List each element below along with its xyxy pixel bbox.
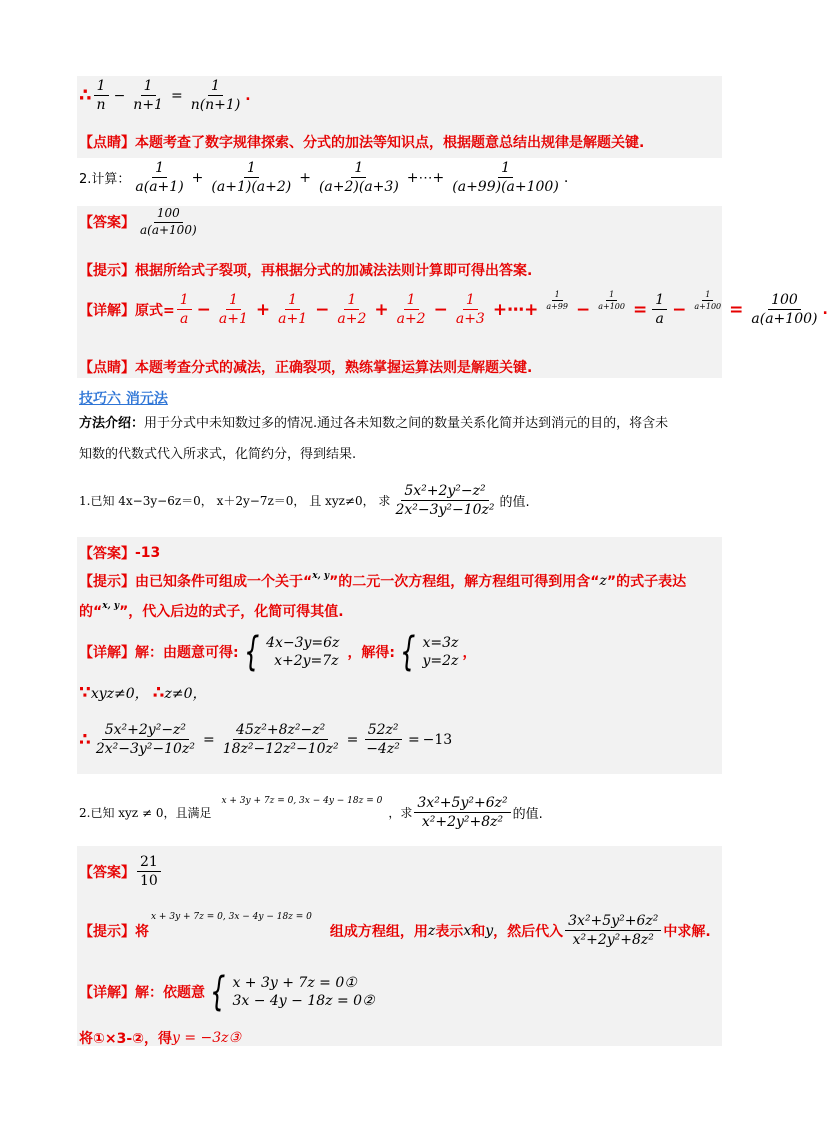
hint-var: y	[485, 922, 494, 939]
note-line-2	[79, 357, 532, 377]
fraction	[275, 292, 310, 327]
fraction	[137, 207, 200, 238]
fraction	[691, 290, 724, 311]
den: 18z²−12z²−10z²	[222, 741, 339, 758]
equation-system	[205, 969, 375, 1015]
fraction	[208, 160, 294, 195]
system-line: 3x − 4y − 18z = 0②	[232, 993, 375, 1009]
den: a+99	[546, 302, 568, 312]
therefore-symbol: ∴	[79, 729, 91, 750]
num: 3x²+5y²+6z²	[414, 795, 510, 813]
note-line-1	[79, 132, 644, 152]
num: 1	[606, 290, 617, 301]
num: 1	[285, 292, 300, 310]
num: 1	[552, 290, 563, 301]
fraction	[543, 290, 571, 311]
problem-prefix: 2.已知 xyz ≠ 0，且满足	[79, 806, 212, 821]
op: −	[315, 299, 330, 320]
detail-label: 【详解】	[79, 302, 135, 319]
num: 1	[226, 292, 241, 310]
hint-text: ”的式子表达	[606, 574, 687, 590]
num: 1	[177, 292, 192, 310]
because-text: xyz≠0，	[90, 686, 149, 702]
fraction	[132, 160, 186, 195]
answer-label: 【答案】	[79, 546, 135, 562]
system-line: y=2z	[422, 653, 459, 669]
detail-line-4	[79, 969, 375, 1015]
fraction	[220, 722, 342, 757]
fraction	[449, 160, 562, 195]
hint-text: ”，代入后边的式子，化简可得其值.	[119, 604, 344, 620]
op: +⋯+	[492, 299, 539, 320]
answer-line-4	[79, 854, 163, 889]
hint-label: 【提示】	[79, 263, 135, 279]
den: 10	[140, 873, 158, 890]
num: 1	[244, 160, 259, 178]
answer-label: 【答案】	[79, 215, 135, 232]
op: +	[374, 299, 389, 320]
num: 1	[404, 292, 419, 310]
because-symbol: ∵	[79, 683, 91, 703]
period: .	[822, 301, 828, 318]
num: 100	[154, 207, 183, 223]
system-line: x=3z	[422, 634, 459, 651]
den: a	[180, 311, 189, 328]
fraction	[334, 292, 369, 327]
detail-label: 【详解】	[79, 985, 135, 1001]
den: n(n+1)	[190, 97, 241, 114]
equation-system	[239, 629, 340, 675]
problem-mid: ，求	[388, 806, 413, 821]
method-label: 方法介绍：	[79, 416, 145, 431]
problem-prefix: 2.计算：	[79, 172, 131, 188]
den: n	[96, 97, 106, 114]
num: 1	[208, 78, 223, 96]
den: 2x²−3y²−10z²	[95, 741, 195, 758]
therefore-symbol: ∴	[152, 683, 165, 703]
hint-text: 的“	[79, 604, 103, 620]
note-label: 【点睛】	[79, 360, 135, 376]
result-value: −13	[422, 731, 453, 748]
because-line	[79, 683, 207, 703]
brace: {	[400, 629, 416, 675]
den: a(a+100)	[751, 311, 818, 328]
detail-line-2	[79, 289, 828, 328]
den: a+1	[218, 311, 248, 328]
op: +	[299, 169, 311, 186]
problem-2	[79, 160, 568, 195]
note-text: 本题考查分式的减法，正确裂项，熟练掌握运算法则是解题关键.	[135, 360, 533, 376]
solve-text: ，解得:	[347, 645, 396, 661]
note-label: 【点睛】	[79, 135, 135, 151]
fraction	[316, 160, 402, 195]
method-line-1	[79, 412, 668, 431]
fraction	[130, 78, 166, 113]
den: a+2	[396, 311, 426, 328]
hint-line-2	[79, 260, 532, 280]
hint-text: 根据所给式子裂项，再根据分式的加减法法则计算即可得出答案.	[135, 263, 533, 279]
num: 5x²+2y²−z²	[401, 483, 488, 501]
num: 1	[152, 160, 167, 178]
hint-text: ，然后代入	[493, 923, 564, 940]
hint-text: 中求解.	[663, 923, 711, 940]
fraction	[216, 292, 251, 327]
op: +	[191, 169, 204, 186]
detail-text: 解：由题意可得:	[135, 645, 239, 661]
fraction	[363, 722, 403, 757]
problem-suffix: 的值.	[499, 495, 530, 511]
op: =	[346, 731, 359, 748]
system-lines	[423, 634, 459, 670]
answer-line-2	[79, 207, 202, 238]
problem-suffix: 的值.	[512, 807, 543, 823]
num: 1	[344, 292, 359, 310]
answer-value: -13	[135, 545, 161, 561]
step-result: y = −3z③	[172, 1030, 242, 1046]
hint-text: 和	[471, 923, 486, 940]
num: 1	[652, 292, 667, 310]
op: =	[202, 731, 215, 748]
hint-line-4	[79, 913, 711, 948]
method-text: 用于分式中未知数过多的情况.通过各未知数之间的数量关系化简并达到消元的目的，将含未	[144, 416, 669, 431]
op: =	[729, 299, 744, 320]
fraction	[595, 290, 628, 311]
den: 2x²−3y²−10z²	[395, 502, 495, 519]
section-heading: 技巧六 消元法	[79, 391, 168, 407]
method-line-2: 知数的代数式代入所求式，化简约分，得到结果.	[79, 447, 357, 462]
den: a+1	[278, 311, 308, 328]
den: a+100	[694, 302, 722, 312]
equation-system	[395, 629, 459, 675]
fraction	[392, 483, 497, 518]
result-line-1	[79, 78, 251, 113]
fraction	[93, 722, 198, 757]
answer-line-3	[79, 543, 160, 563]
den: a+2	[337, 311, 367, 328]
fraction	[137, 854, 161, 889]
op: +⋯+	[406, 169, 445, 186]
detail-line-3	[79, 629, 477, 675]
answer-label: 【答案】	[79, 864, 135, 881]
den: (a+99)(a+100)	[452, 179, 559, 196]
step-line-4	[79, 1028, 241, 1048]
compute-line-3	[79, 722, 452, 757]
system-line: x+2y=7z	[274, 653, 339, 669]
fraction	[652, 292, 667, 327]
hint-line-3a	[79, 571, 686, 591]
therefore-text: z≠0，	[164, 686, 207, 702]
den: −4z²	[366, 741, 400, 758]
fraction	[565, 913, 661, 948]
op: =	[170, 87, 183, 104]
detail-prefix: 原式=	[135, 302, 175, 319]
num: 21	[137, 854, 161, 872]
op: −	[113, 87, 126, 104]
den: a	[655, 311, 664, 328]
op: +	[255, 299, 271, 320]
num: 1	[94, 78, 109, 96]
problem-condition: x + 3y + 7z = 0, 3x − 4y − 18z = 0	[221, 795, 383, 806]
detail-text: 解：依题意	[135, 985, 205, 1001]
hint-var: x	[463, 922, 472, 939]
hint-vars: x, y	[102, 601, 120, 611]
note-text: 本题考查了数字规律探索、分式的加法等知识点，根据题意总结出规律是解题关键.	[135, 135, 645, 151]
den: n+1	[133, 97, 163, 114]
op: −	[196, 299, 211, 320]
hint-var: z	[427, 922, 436, 939]
op: =	[632, 299, 648, 320]
num: 1	[141, 78, 156, 96]
den: a(a+100)	[140, 222, 197, 237]
num: 5x²+2y²−z²	[102, 722, 189, 740]
detail-label: 【详解】	[79, 645, 135, 661]
hint-text: 表示	[435, 923, 464, 940]
num: 1	[351, 160, 366, 178]
fraction	[453, 292, 488, 327]
num: 52z²	[365, 722, 402, 740]
therefore-symbol: ∴	[79, 85, 92, 107]
den: x²+2y²+8z²	[572, 932, 654, 949]
hint-vars: x, y	[312, 571, 330, 581]
num: 1	[702, 290, 713, 301]
problem-4	[79, 795, 543, 830]
hint-label: 【提示】	[79, 923, 135, 940]
op: −	[433, 299, 448, 320]
den: a+100	[598, 302, 625, 312]
hint-label: 【提示】	[79, 574, 135, 590]
period: .	[563, 169, 569, 186]
problem-prefix: 1.已知 4x−3y−6z＝0， x＋2y−7z＝0， 且 xyz≠0， 求	[79, 494, 391, 509]
period: .	[245, 87, 251, 104]
den: x²+2y²+8z²	[421, 814, 504, 831]
hint-var: z	[599, 573, 607, 589]
hint-text: 组成方程组，用	[329, 923, 428, 940]
fraction	[748, 292, 820, 327]
den: a(a+1)	[135, 179, 184, 196]
op: −	[672, 299, 687, 320]
num: 3x²+5y²+6z²	[565, 913, 661, 931]
fraction	[394, 292, 429, 327]
hint-line-3b	[79, 601, 344, 621]
system-lines	[266, 634, 339, 670]
system-line: x + 3y + 7z = 0①	[232, 974, 357, 991]
op: =	[407, 731, 420, 748]
hint-text: ”的二元一次方程组，解方程组可得到用含“	[329, 574, 600, 590]
fraction	[188, 78, 244, 113]
fraction	[94, 78, 109, 113]
den: (a+1)(a+2)	[211, 179, 292, 196]
brace: {	[210, 969, 226, 1015]
system-line: 4x−3y=6z	[266, 634, 340, 651]
comma: ，	[462, 645, 477, 661]
step-text: 将①×3-②，得	[79, 1031, 172, 1047]
hint-condition: x + 3y + 7z = 0, 3x − 4y − 18z = 0	[151, 911, 312, 922]
brace: {	[243, 629, 259, 675]
fraction	[177, 292, 192, 327]
system-lines	[232, 974, 374, 1010]
hint-text: 由已知条件可组成一个关于“	[135, 574, 313, 590]
num: 1	[463, 292, 478, 310]
den: (a+2)(a+3)	[318, 179, 399, 196]
op: −	[575, 299, 591, 320]
num: 45z²+8z²−z²	[233, 722, 328, 740]
fraction	[414, 795, 510, 830]
problem-3	[79, 483, 530, 518]
den: a+3	[455, 311, 485, 328]
hint-text: 将	[135, 923, 149, 940]
num: 1	[498, 160, 513, 178]
num: 100	[768, 292, 801, 310]
